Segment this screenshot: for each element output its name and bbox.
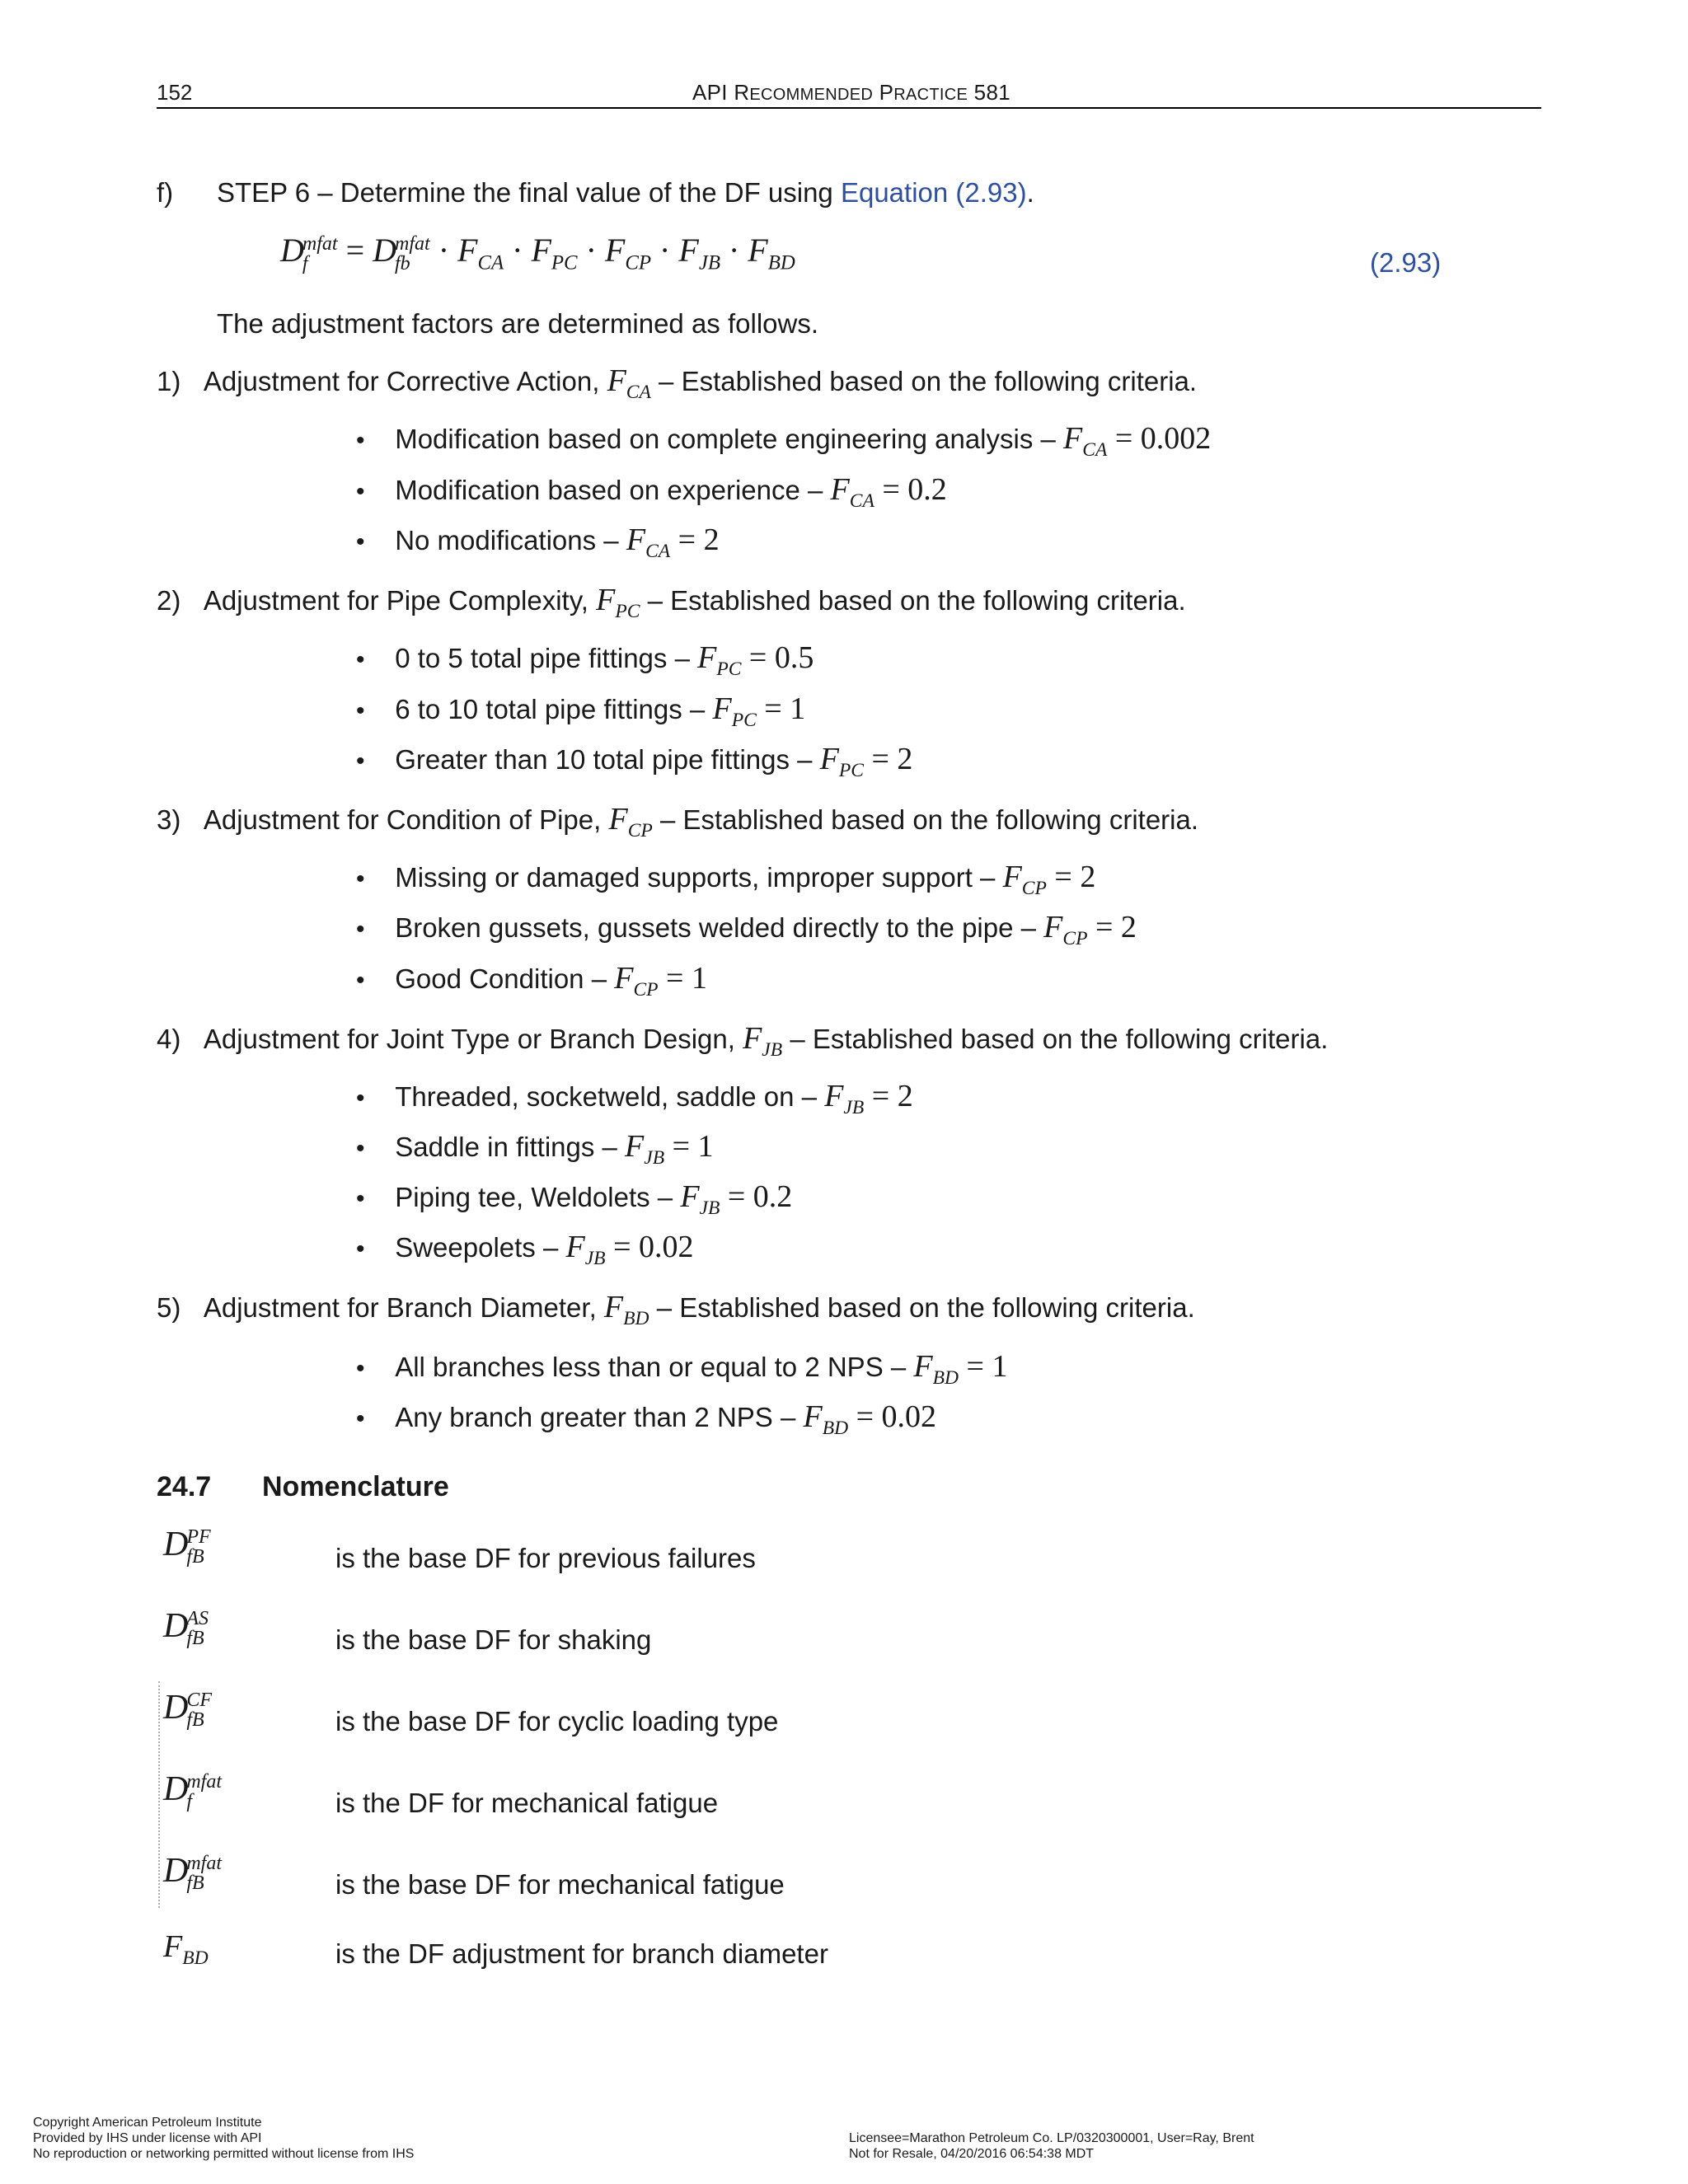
nomenclature-symbol-4: Dmfat f xyxy=(163,1770,223,1813)
header-rule xyxy=(157,107,1541,109)
adjustment-3-heading: 3) Adjustment for Condition of Pipe, $F_{CP}$ – Established based on the following criteria. xyxy=(157,802,1199,841)
equation-number: (2.93) xyxy=(1370,247,1442,278)
criterion-4-2: • Saddle in fittings – $F_{JB} = 1$ xyxy=(356,1129,714,1169)
criterion-4-4: • Sweepolets – $F_{JB} = 0.02$ xyxy=(356,1230,694,1269)
adjustment-1-heading: 1) Adjustment for Corrective Action, $F_{CA}$ – Established based on the following criteria. xyxy=(157,363,1198,403)
equation-2-93: Dmfat f = Dmfat fb · $F_{CA} \cdot F_{PC} \cdot F_{CP} \cdot F_{JB} \cdot F_{BD}$ xyxy=(280,232,795,274)
page-number: 152 xyxy=(157,80,193,105)
criterion-3-1: • Missing or damaged supports, improper support – $F_{CP} = 2$ xyxy=(356,860,1096,899)
criterion-1-3: • No modifications – $F_{CA} = 2$ xyxy=(356,523,720,562)
intro-text: The adjustment factors are determined as follows. xyxy=(217,308,819,339)
criterion-2-2: • 6 to 10 total pipe fittings – $F_{PC} = 1$ xyxy=(356,691,806,731)
section-number: 24.7 xyxy=(157,1471,212,1502)
footer-license: Licensee=Marathon Petroleum Co. LP/0320300001, User=Ray, Brent Not for Resale, 04/20/2016 06:54:38 MDT xyxy=(849,2131,1254,2161)
step-text: STEP 6 – Determine the final value of the DF using Equation (2.93). xyxy=(217,177,1034,208)
footer-copyright: Copyright American Petroleum Institute Provided by IHS under license with API No reproduction or networking permitted without license from IHS xyxy=(33,2116,415,2161)
running-head: API RECOMMENDED PRACTICE 581 xyxy=(692,80,1010,105)
equation-link[interactable]: Equation (2.93) xyxy=(840,177,1027,208)
nomenclature-definition-6: is the DF adjustment for branch diameter xyxy=(335,1938,828,1969)
criterion-3-3: • Good Condition – $F_{CP} = 1$ xyxy=(356,961,707,1001)
criterion-3-2: • Broken gussets, gussets welded directly to the pipe – $F_{CP} = 2$ xyxy=(356,910,1137,949)
criterion-4-3: • Piping tee, Weldolets – $F_{JB} = 0.2$ xyxy=(356,1179,793,1219)
criterion-4-1: • Threaded, socketweld, saddle on – $F_{JB} = 2$ xyxy=(356,1079,913,1118)
nomenclature-definition-2: is the base DF for shaking xyxy=(335,1624,652,1655)
criterion-1-2: • Modification based on experience – $F_{CA} = 0.2$ xyxy=(356,472,947,512)
adjustment-5-heading: 5) Adjustment for Branch Diameter, $F_{BD}$ – Established based on the following criteria. xyxy=(157,1290,1195,1329)
criterion-5-2: • Any branch greater than 2 NPS – $F_{BD} = 0.02$ xyxy=(356,1399,937,1439)
nomenclature-definition-5: is the base DF for mechanical fatigue xyxy=(335,1869,785,1900)
nomenclature-symbol-5: Dmfat fB xyxy=(163,1852,223,1895)
adjustment-4-heading: 4) Adjustment for Joint Type or Branch Design, $F_{JB}$ – Established based on the following criteria. xyxy=(157,1021,1329,1061)
margin-dotted-line xyxy=(158,1681,160,1908)
criterion-5-1: • All branches less than or equal to 2 NPS – $F_{BD} = 1$ xyxy=(356,1349,1008,1389)
criterion-1-1: • Modification based on complete engineering analysis – $F_{CA} = 0.002$ xyxy=(356,421,1212,461)
nomenclature-definition-4: is the DF for mechanical fatigue xyxy=(335,1788,719,1818)
nomenclature-symbol-6: $F_{BD}$ xyxy=(163,1929,209,1969)
nomenclature-symbol-3: DCF fB xyxy=(163,1689,213,1732)
section-title: Nomenclature xyxy=(262,1471,449,1502)
step-marker: f) xyxy=(157,177,174,208)
adjustment-2-heading: 2) Adjustment for Pipe Complexity, $F_{PC}$ – Established based on the following criteria. xyxy=(157,583,1186,622)
criterion-2-3: • Greater than 10 total pipe fittings – $F_{PC} = 2$ xyxy=(356,742,913,781)
nomenclature-definition-3: is the base DF for cyclic loading type xyxy=(335,1706,779,1736)
nomenclature-definition-1: is the base DF for previous failures xyxy=(335,1543,756,1573)
nomenclature-symbol-2: DAS fB xyxy=(163,1607,209,1650)
nomenclature-symbol-1: DPF fB xyxy=(163,1526,211,1568)
criterion-2-1: • 0 to 5 total pipe fittings – $F_{PC} = 0.5$ xyxy=(356,640,814,680)
